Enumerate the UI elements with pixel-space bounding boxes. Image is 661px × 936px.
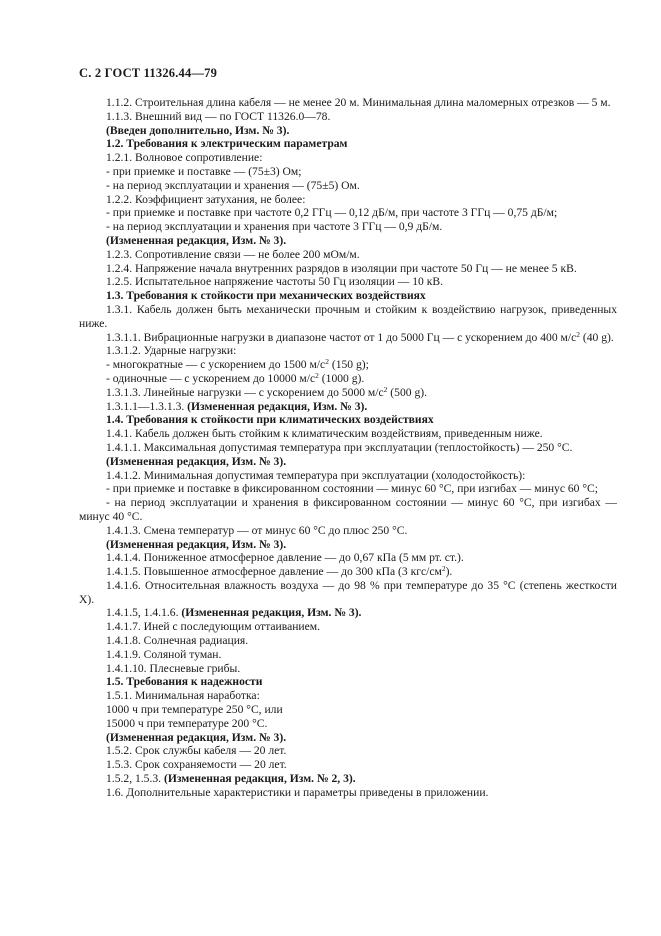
paragraph: 1.4.1.6. Относительная влажность воздуха — до 98 % при температуре до 35 °С (степень жесткости X). <box>79 578 617 606</box>
paragraph: 1.3.1.1. Вибрационные нагрузки в диапазоне частот от 1 до 5000 Гц — с ускорением до 400 $м/с^2$ (40 g). <box>106 329 614 344</box>
paragraph: 1.5. Требования к надежности <box>106 675 263 689</box>
amendment-note: (Измененная редакция, Изм. № 3). <box>181 606 362 620</box>
paragraph: 1.5.3. Срок сохраняемости — 20 лет. <box>106 758 287 772</box>
paragraph: 1.2.5. Испытательное напряжение частоты 50 Гц изоляции — 10 кВ. <box>106 275 443 289</box>
paragraph: 1.6. Дополнительные характеристики и параметры приведены в приложении. <box>106 785 489 799</box>
paragraph: - одиночные — с ускорением до 10000 $м/с^2$ (1000 g). <box>106 370 365 385</box>
paragraph: - при приемке и поставке в фиксированном состоянии — минус 60 °С, при изгибах — минус 60 °С; <box>106 482 598 496</box>
paragraph: 1.4.1.4. Пониженное атмосферное давление — до 0,67 кПа (5 мм рт. ст.). <box>106 551 464 565</box>
paragraph: 1.3.1.1—1.3.1.3. (Измененная редакция, Изм. № 3). <box>106 399 368 413</box>
page-header: С. 2 ГОСТ 11326.44—79 <box>79 66 218 80</box>
paragraph: (Введен дополнительно, Изм. № 3). <box>106 123 290 137</box>
paragraph: (Измененная редакция, Изм. № 3). <box>106 537 287 551</box>
paragraph: 1.1.3. Внешний вид — по ГОСТ 11326.0—78. <box>106 109 331 123</box>
paragraph: 1.2.1. Волновое сопротивление: <box>106 151 263 165</box>
paragraph: 1.4.1.7. Иней с последующим оттаиванием. <box>106 620 321 634</box>
paragraph: 1.3.1. Кабель должен быть механически прочным и стойким к воздействию нагрузок, приведенных ниже. <box>79 302 617 330</box>
paragraph: - при приемке и поставке при частоте 0,2 ГГц — 0,12 дБ/м, при частоте 3 ГГц — 0,75 дБ/м; <box>106 206 558 220</box>
paragraph: 1.5.1. Минимальная наработка: <box>106 689 260 703</box>
paragraph: 1.4.1. Кабель должен быть стойким к климатическим воздействиям, приведенным ниже. <box>106 427 543 441</box>
paragraph: - при приемке и поставке — (75±3) Ом; <box>106 164 302 178</box>
paragraph: 1.4.1.8. Солнечная радиация. <box>106 634 249 648</box>
paragraph: 1.4.1.5. Повышенное атмосферное давление — до 300 кПа (3 кгс/$см^2$). <box>106 564 453 579</box>
paragraph: 1.5.2. Срок службы кабеля — 20 лет. <box>106 744 287 758</box>
paragraph: 1.4.1.3. Смена температур — от минус 60 °С до плюс 250 °С. <box>106 523 408 537</box>
paragraph: (Измененная редакция, Изм. № 3). <box>106 454 287 468</box>
paragraph: 1.4.1.2. Минимальная допустимая температура при эксплуатации (холодостойкость): <box>106 468 526 482</box>
paragraph: 1.4.1.5, 1.4.1.6. (Измененная редакция, Изм. № 3). <box>106 606 362 620</box>
paragraph: 1.3. Требования к стойкости при механических воздействиях <box>106 289 426 303</box>
amendment-note: (Измененная редакция, Изм. № 3). <box>187 399 368 413</box>
paragraph: 1.2. Требования к электрическим параметрам <box>106 137 348 151</box>
paragraph: - на период эксплуатации и хранения — (75±5) Ом. <box>106 178 360 192</box>
paragraph: (Измененная редакция, Изм. № 3). <box>106 233 287 247</box>
paragraph: 1.4.1.1. Максимальная допустимая температура при эксплуатации (теплостойкость) — 250 °С. <box>106 440 573 454</box>
paragraph: 1.3.1.2. Ударные нагрузки: <box>106 344 237 358</box>
amendment-note: (Измененная редакция, Изм. № 2, 3). <box>163 772 356 786</box>
paragraph: 1.1.2. Строительная длина кабеля — не менее 20 м. Минимальная длина маломерных отрезков — 5 м. <box>106 96 611 109</box>
paragraph: 1000 ч при температуре 250 °С, или <box>106 703 283 717</box>
paragraph: 1.2.2. Коэффициент затухания, не более: <box>106 192 306 206</box>
paragraph: (Измененная редакция, Изм. № 3). <box>106 730 287 744</box>
paragraph: 1.2.4. Напряжение начала внутренних разрядов в изоляции при частоте 50 Гц — не менее 5 кВ. <box>106 261 577 275</box>
document-body <box>79 96 617 800</box>
paragraph: 1.4.1.9. Соляной туман. <box>106 647 222 661</box>
paragraph: - многократные — с ускорением до 1500 $м/с^2$ (150 g); <box>106 357 369 372</box>
paragraph: - на период эксплуатации и хранения при частоте 3 ГГц — 0,9 дБ/м. <box>106 220 443 234</box>
paragraph: - на период эксплуатации и хранения в фиксированном состоянии — минус 60 °С, при изгибах — минус 40 °С. <box>79 496 617 523</box>
paragraph: 1.3.1.3. Линейные нагрузки — с ускорением до 5000 $м/с^2$ (500 g). <box>106 384 427 399</box>
paragraph: 1.2.3. Сопротивление связи — не более 200 мОм/м. <box>106 247 360 261</box>
paragraph: 1.4.1.10. Плесневые грибы. <box>106 661 241 675</box>
paragraph: 15000 ч при температуре 200 °С. <box>106 716 268 730</box>
paragraph: 1.4. Требования к стойкости при климатических воздействиях <box>106 413 434 427</box>
paragraph: 1.5.2, 1.5.3. (Измененная редакция, Изм. № 2, 3). <box>106 772 356 786</box>
